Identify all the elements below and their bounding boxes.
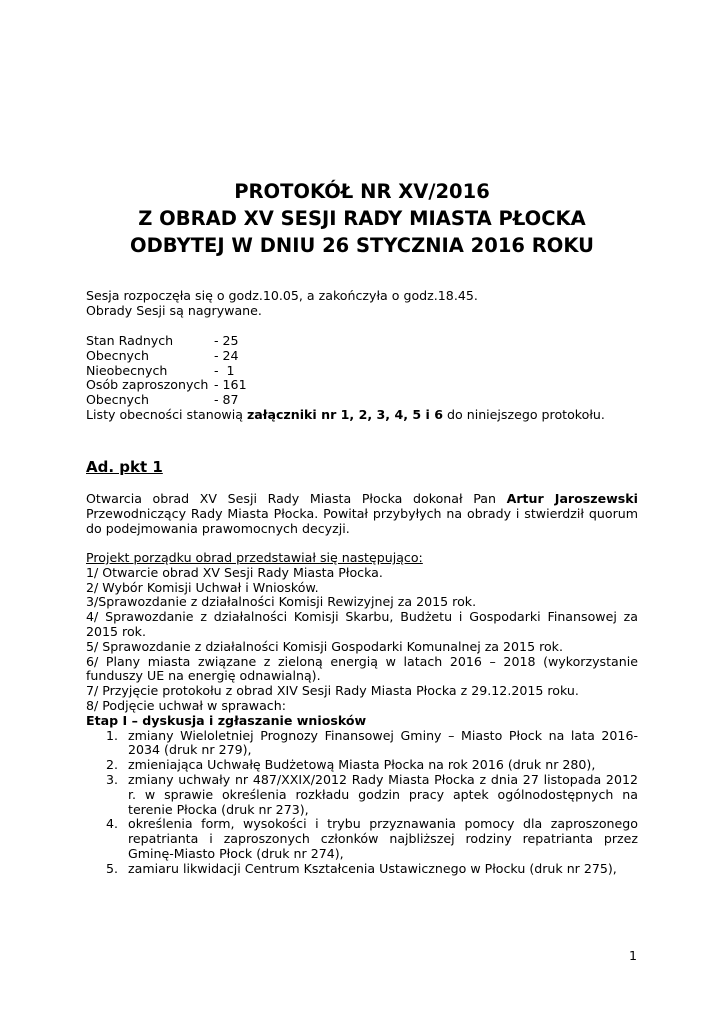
stat-label: Stan Radnych [86, 333, 174, 348]
stat-label: Osób zaproszonych [86, 377, 209, 393]
stat-value: - 24 [214, 347, 239, 363]
agenda [86, 551, 638, 877]
agenda-item: 2/ Wybór Komisji Uchwał i Wniosków. [86, 579, 319, 595]
attendance-note-end: do niniejszego protokołu. [443, 406, 605, 422]
stat-label: Obecnych [86, 392, 149, 408]
list-item-text: zmiany Wieloletniej Prognozy Finansowej Gminy – Miasto Płock na lata 2016-2034 (druk nr 279), [128, 727, 638, 758]
agenda-item: 4/ Sprawozdanie z działalności Komisji Skarbu, Budżetu i Gospodarki Finansowej za 2015 rok. [86, 609, 638, 639]
list-item-number: 2. [106, 757, 119, 773]
list-item [86, 758, 638, 773]
stat-row [86, 334, 638, 349]
list-item-text: zmiany uchwały nr 487/XXIX/2012 Rady Miasta Płocka z dnia 27 listopada 2012 r. w sprawie określenia rozkładu godzin pracy aptek ogólnodostępnych na terenie Płocka (druk nr 273), [128, 771, 638, 817]
stat-value: - 161 [214, 377, 247, 393]
list-item-text: określenia form, wysokości i trybu przyznawania pomocy dla zaproszonego repatrianta i zaproszonych członków najbliższej rodziny repatrianta przez Gminę-Miasto Płock (druk nr 274), [128, 816, 638, 861]
title-line-1: PROTOKÓŁ NR XV/2016 [234, 180, 490, 203]
list-item-number: 1. [106, 727, 119, 743]
attendance-attachments: załączniki nr 1, 2, 3, 4, 5 i 6 [246, 406, 444, 422]
agenda-item: 3/Sprawozdanie z działalności Komisji Rewizyjnej za 2015 rok. [86, 594, 477, 610]
list-item [86, 862, 638, 877]
recording-note: Obrady Sesji są nagrywane. [86, 302, 262, 318]
list-item [86, 817, 638, 861]
agenda-item: 7/ Przyjęcie protokołu z obrad XIV Sesji Rady Miasta Płocka z 29.12.2015 roku. [86, 683, 579, 699]
list-item-text: zmieniająca Uchwałę Budżetową Miasta Płocka na rok 2016 (druk nr 280), [128, 757, 596, 773]
agenda-item: 5/ Sprawozdanie z działalności Komisji Gospodarki Komunalnej za 2015 rok. [86, 638, 563, 654]
stat-label: Nieobecnych [86, 362, 168, 378]
opening-text-end: Przewodniczący Rady Miasta Płocka. Powitał przybyłych na obrady i stwierdził quorum do podejmowania prawomocnych decyzji. [86, 505, 638, 536]
stat-value: - 87 [214, 392, 239, 408]
stat-row [86, 349, 638, 364]
session-time: Sesja rozpoczęła się o godz.10.05, a zakończyła o godz.18.45. [86, 288, 478, 303]
stage-heading: Etap I – dyskusja i zgłaszanie wniosków [86, 712, 367, 728]
list-item-number: 4. [106, 816, 119, 832]
resolution-list [86, 729, 638, 877]
stat-row [86, 393, 638, 408]
agenda-heading: Projekt porządku obrad przedstawiał się następująco: [86, 550, 423, 565]
session-info [86, 289, 638, 319]
stat-label: Obecnych [86, 347, 149, 363]
list-item-number: 3. [106, 771, 119, 787]
page-number: 1 [628, 948, 637, 963]
list-item-number: 5. [106, 860, 119, 876]
list-item [86, 773, 638, 817]
list-item-text: zamiaru likwidacji Centrum Kształcenia Ustawicznego w Płocku (druk nr 275), [128, 860, 617, 876]
document-title [0, 178, 724, 259]
list-item [86, 729, 638, 759]
opening-paragraph [86, 492, 638, 536]
agenda-item: 6/ Plany miasta związane z zieloną energią w latach 2016 – 2018 (wykorzystanie funduszy UE na energię odnawialną). [86, 653, 638, 684]
agenda-item: 1/ Otwarcie obrad XV Sesji Rady Miasta Płocka. [86, 564, 383, 580]
stat-row [86, 364, 638, 379]
section-heading: Ad. pkt 1 [86, 458, 163, 476]
title-line-3: ODBYTEJ W DNIU 26 STYCZNIA 2016 ROKU [130, 234, 594, 257]
stat-value: - 25 [214, 333, 239, 348]
attendance-note-text: Listy obecności stanowią [86, 406, 247, 422]
chairman-name: Artur Jaroszewski [506, 491, 638, 506]
stat-value: - 1 [214, 362, 235, 378]
stat-row [86, 378, 638, 393]
agenda-item: 8/ Podjęcie uchwał w sprawach: [86, 697, 286, 713]
title-line-2: Z OBRAD XV SESJI RADY MIASTA PŁOCKA [138, 207, 586, 230]
attendance-note [86, 408, 638, 423]
attendance-stats [86, 334, 638, 423]
opening-text: Otwarcia obrad XV Sesji Rady Miasta Płocka dokonał Pan [86, 491, 507, 506]
